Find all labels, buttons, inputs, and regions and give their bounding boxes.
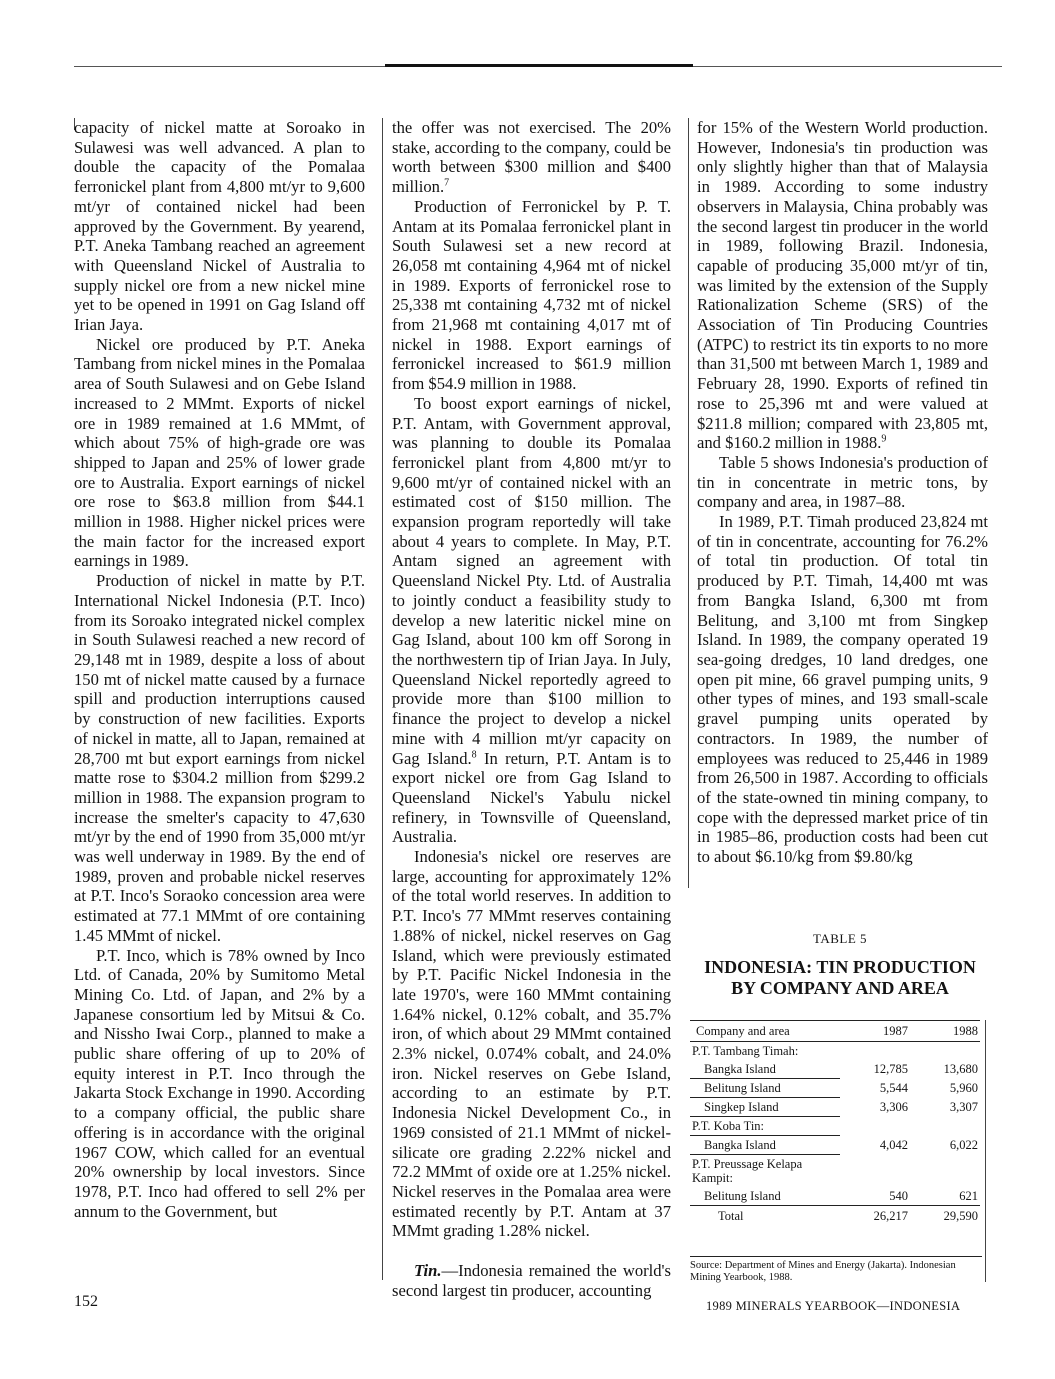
area-name: Bangka Island: [690, 1060, 840, 1079]
paragraph: [392, 118, 671, 197]
table-row: [690, 1187, 980, 1206]
paragraph-text: To boost export earnings of nickel, P.T. Antam, with Government approval, was planning to double its Pomalaa ferronickel plant from 4,800 mt/yr to 9,600 mt/yr of contained nickel with an estimated cost of $150 million. The expansion program reportedly will take about 4 years to complete. In May, P.T. Antam signed an agreement with Queensland Nickel Pty. Ltd. of Australia to jointly conduct a feasibility study to develop a new lateritic nickel mine on Gag Island, about 100 km off Sorong in the northwestern tip of Irian Jaya. In July, Queensland Nickel reportedly agreed to provide more than $100 million to finance the project to develop a nickel mine with 4 million mt/yr capacity on Gag Island.: [392, 393, 671, 768]
total-label: Total: [718, 1209, 744, 1223]
table-title-line: BY COMPANY AND AREA: [731, 978, 949, 998]
paragraph: [697, 118, 988, 453]
table-source-note: Source: Department of Mines and Energy (Jakarta). Indonesian Mining Yearbook, 1988.: [690, 1260, 956, 1283]
value-1987: 5,544: [879, 1080, 908, 1095]
paragraph-text: In return, P.T. Antam is to export nickel ore from Gag Island to Queensland Nickel's Yabulu nickel refinery, in Townsville of Queensland, Australia.: [392, 748, 671, 847]
paragraph: Production of Ferronickel by P. T. Antam at its Pomalaa ferronickel plant in South Sulawesi set a new record at 26,058 mt containing 4,964 mt of nickel in 1989. Exports of ferronickel rose to 25,338 mt containing 4,732 mt of nickel from 21,968 mt containing 4,017 mt of nickel in 1988. Export earnings of ferronickel increased to $61.9 million from $54.9 million in 1988.: [392, 196, 671, 394]
table-row: [690, 1117, 980, 1136]
header-rule-bold: [385, 64, 693, 67]
text-column-2: [392, 118, 671, 1300]
paragraph: Table 5 shows Indonesia's production of tin in concentrate in metric tons, by company and area, in 1987–88.: [697, 452, 988, 512]
paragraph: Production of nickel in matte by P.T. International Nickel Indonesia (P.T. Inco) from its Soroako integrated nickel complex in South Sulawesi reached a new record of 29,148 mt in 1989, despite a loss of about 150 mt of nickel matte caused by a furnace spill and production interruptions caused by construction of new facilities. Exports of nickel in matte, all to Japan, remained at 28,700 mt but export earnings from nickel matte rose to $304.2 million from $299.2 million in 1988. The expansion program to increase the smelter's capacity to 47,630 mt/yr by the end of 1990 from 35,000 mt/yr was well underway in 1989. By the end of 1989, proven and probable nickel reserves at P.T. Inco's Soraoko concession area were estimated at 77.1 MMmt of ore containing 1.45 MMmt of nickel.: [74, 571, 365, 945]
table-row: [690, 1136, 980, 1155]
column-header: 1988: [910, 1021, 980, 1042]
paragraph: P.T. Inco, which is 78% owned by Inco Ltd. of Canada, 20% by Sumitomo Metal Mining Co. Ltd. of Japan, and 2% by a Japanese consortium led by Mitsui & Co. and Nissho Iwai Corp., planned to make a public share offering of up to 20% of equity interest in P.T. Inco through the Jakarta Stock Exchange in 1990. According to a company official, the public share offering is in accordance with the original 1967 COW, which called for an eventual 20% ownership by local investors. Since 1978, P.T. Inco had offered to sell 2% per annum to the Government, but: [74, 945, 365, 1221]
column-header: 1987: [840, 1021, 910, 1042]
table-rule-right: [985, 1020, 986, 1282]
value-1987: 540: [840, 1187, 910, 1206]
table-row: [690, 1079, 980, 1098]
column-rule-1: [382, 118, 383, 1280]
paragraph: [392, 394, 671, 847]
value-1988: 13,680: [943, 1062, 978, 1076]
running-footer: 1989 MINERALS YEARBOOK—INDONESIA: [706, 1299, 961, 1313]
text-column-3: [697, 118, 988, 867]
tin-production-table: [690, 1020, 980, 1225]
value-1988: 5,960: [949, 1080, 978, 1095]
table-title: [690, 957, 990, 999]
value-1988: 6,022: [949, 1137, 978, 1152]
text-column-1: [74, 118, 365, 1221]
area-name: Singkep Island: [690, 1098, 840, 1117]
paragraph: Indonesia's nickel ore reserves are large, accounting for approximately 12% of the total world reserves. In addition to P.T. Inco's 77 MMmt reserves containing 1.88% of nickel, nickel reserves on Gag Island, which were previously estimated by P.T. Pacific Nickel Indonesia in the late 1970's, were 160 MMmt containing 1.64% nickel, 0.12% cobalt, and 35.7% iron, of which about 29 MMmt contained 2.3% nickel, 0.074% cobalt, and 24.0% iron. Nickel reserves on Gebe Island, according to an estimate by P.T. Indonesia Nickel Development Co., in 1969 consisted of 21.1 MMmt of nickel-silicate ore grading 2.22% nickel and 72.2 MMmt of oxide ore at 1.25% nickel. Nickel reserves in the Pomalaa area were estimated recently by P.T. Antam at 37 MMmt grading 1.28% nickel.: [392, 847, 671, 1241]
table-row: [690, 1098, 980, 1117]
area-name: Belitung Island: [690, 1187, 840, 1206]
value-1987: 12,785: [873, 1062, 908, 1076]
value-1988: 621: [910, 1187, 980, 1206]
value-1987: 3,306: [879, 1099, 908, 1114]
table-header-row: [690, 1021, 980, 1042]
table-row: [690, 1155, 980, 1188]
total-row: [690, 1206, 980, 1226]
paragraph-text: for 15% of the Western World production. However, Indonesia's tin production was only slightly higher than that of Malaysia in 1989. According to some industry observers in Malaysia, China probably was the second largest tin producer in the world in 1989, following Brazil. Indonesia, capable of producing 35,000 mt/yr of tin, was limited by the extension of the Supply Rationalization Scheme (SRS) of the Association of Tin Producing Countries (ATPC) to restrict its tin exports to no more than 31,500 mt between March 1, 1989 and February 28, 1990. Exports of refined tin rose to 25,396 mt and were valued at $211.8 million; compared with 23,805 mt, and $160.2 million in 1988.: [697, 118, 988, 453]
paragraph-text: —Indonesia remained the world's second largest tin producer, accounting: [392, 1261, 671, 1300]
footnote-ref: 8: [471, 748, 477, 760]
table-bottom-rule: [690, 1256, 982, 1257]
table-row: [690, 1042, 980, 1061]
company-name: P.T. Tambang Timah:: [692, 1044, 799, 1058]
paragraph-text: the offer was not exercised. The 20% stake, according to the company, could be worth between $300 million and $400 million.: [392, 118, 671, 197]
area-name: Belitung Island: [690, 1079, 840, 1098]
total-1988: 29,590: [943, 1209, 978, 1223]
page-number: 152: [74, 1293, 98, 1310]
footnote-ref: 9: [881, 433, 887, 445]
table-title-line: INDONESIA: TIN PRODUCTION: [704, 957, 976, 977]
table-row: [690, 1060, 980, 1079]
value-1988: 3,307: [949, 1099, 978, 1114]
section-heading: Tin.: [414, 1261, 442, 1281]
column-rule-2: [688, 118, 689, 888]
company-name: P.T. Koba Tin:: [690, 1117, 840, 1136]
paragraph: Nickel ore produced by P.T. Aneka Tambang from nickel mines in the Pomalaa area of South Sulawesi and on Gebe Island increased to 2 MMmt. Exports of nickel ore in 1989 remained at 1.6 MMmt, of which about 75% of high-grade ore was shipped to Japan and 25% of lower grade ore to Australia. Export earnings of nickel ore rose to $63.8 million from $44.1 million in 1988. Higher nickel prices were the main factor for the increased export earnings in 1989.: [74, 334, 365, 571]
paragraph: [392, 1261, 671, 1300]
company-name: P.T. Preussage Kelapa Kampit:: [692, 1157, 803, 1185]
value-1987: 4,042: [879, 1137, 908, 1152]
table-label: TABLE 5: [812, 931, 868, 946]
footnote-ref: 7: [444, 177, 450, 189]
paragraph: capacity of nickel matte at Soroako in Sulawesi was well advanced. A plan to double the capacity of the Pomalaa ferronickel plant from 4,800 mt/yr to 9,600 mt/yr of contained nickel had been approved by the Government. By yearend, P.T. Aneka Tambang reached an agreement with Queensland Nickel of Australia to supply nickel ore from a new nickel mine yet to be opened in 1991 on Gag Island off Irian Jaya.: [74, 118, 365, 335]
area-name: Bangka Island: [690, 1136, 840, 1155]
total-1987: 26,217: [873, 1209, 908, 1223]
column-header: Company and area: [690, 1021, 840, 1042]
paragraph: In 1989, P.T. Timah produced 23,824 mt of tin in concentrate, accounting for 76.2% of total tin production. Of total tin produced by P.T. Timah, 14,400 mt was from Bangka Island, 6,300 mt from Belitung, and 3,100 mt from Singkep Island. In 1989, the company operated 19 sea-going dredges, 10 land dredges, one open pit mine, 66 gravel pumping units, 9 other types of mines, and 193 small-scale gravel pumping units operated by contractors. In 1989, the number of employees was reduced to 25,446 in 1989 from 26,500 in 1987. According to officials of the state-owned tin mining company, to cope with the depressed market price of tin in 1985–86, production costs had been cut to about $6.10/kg from $9.80/kg: [697, 512, 988, 867]
